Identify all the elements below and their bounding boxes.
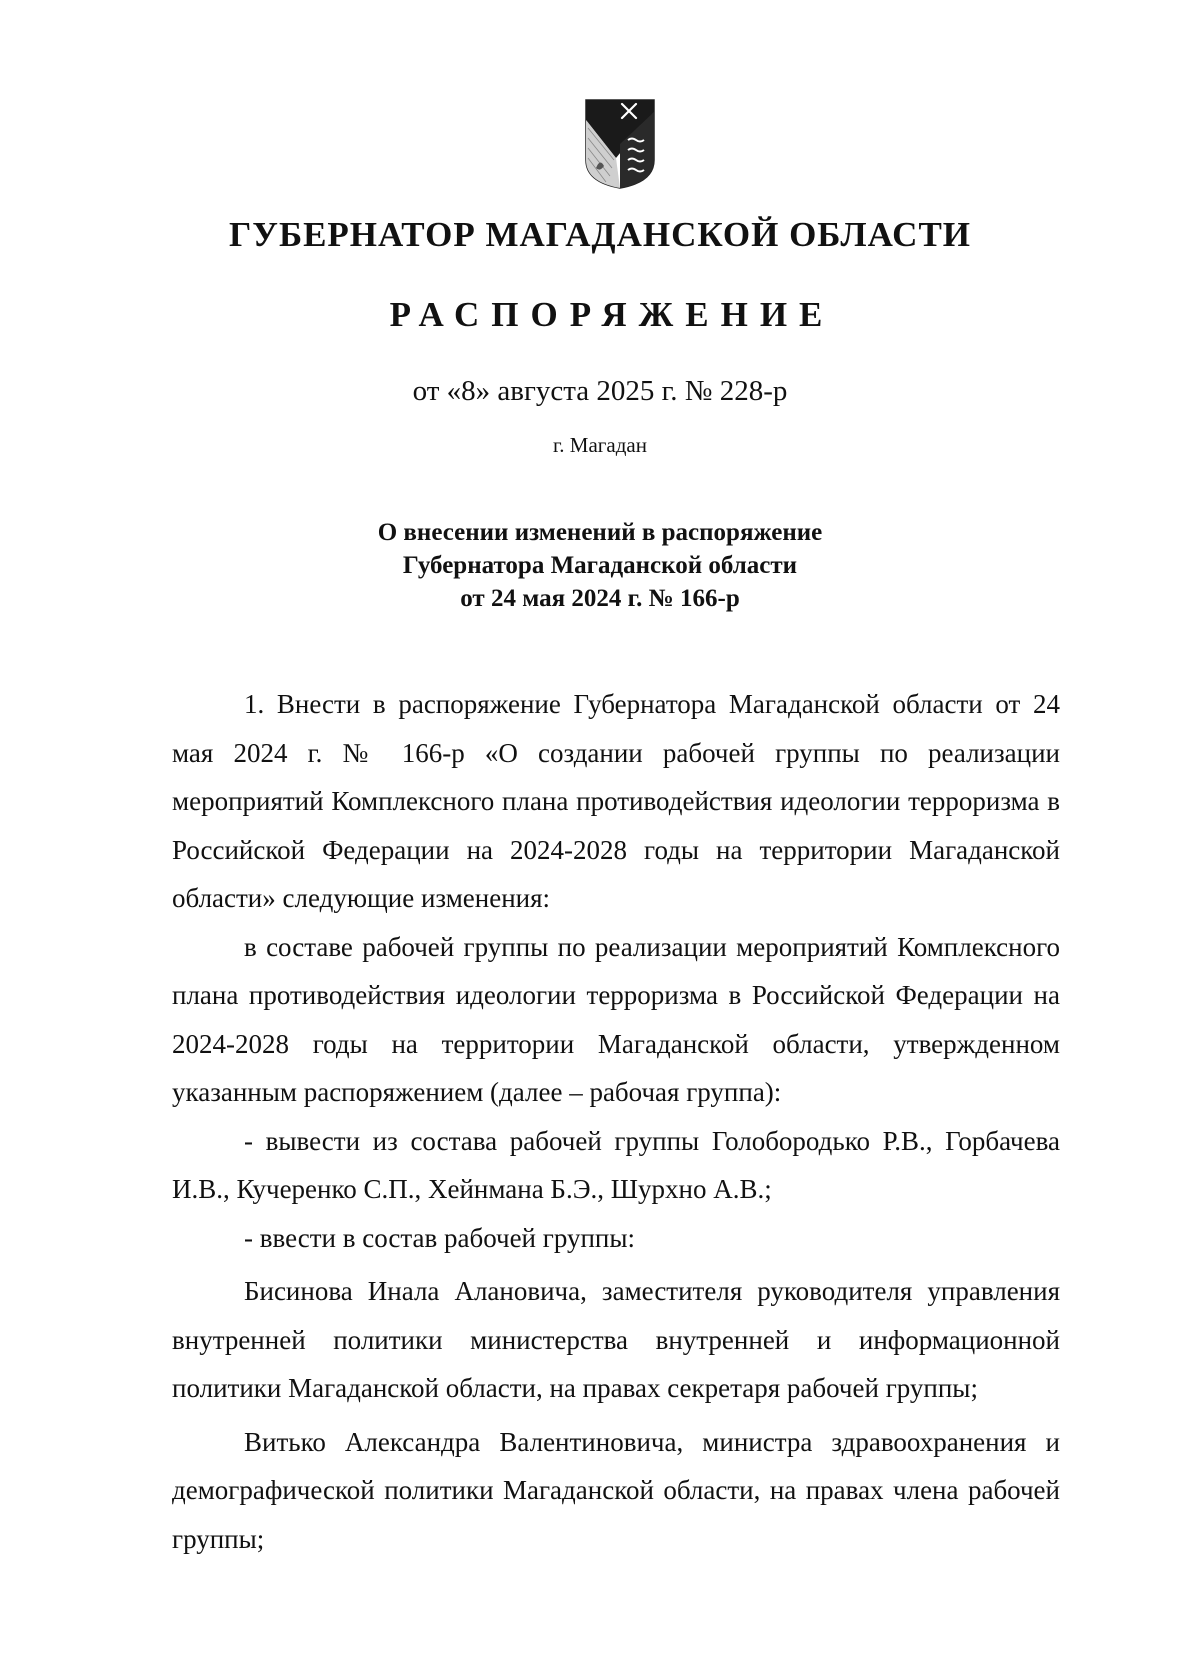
order-body [172,680,1060,1563]
order-date-number: от «8» августа 2025 г. № 228-р [412,375,788,407]
coat-of-arms-icon [584,98,656,190]
subject-line: О внесении изменений в распоряжение [377,519,823,546]
subject-line: от 24 мая 2024 г. № 166-р [460,585,740,612]
authority-title: ГУБЕРНАТОР МАГАДАНСКОЙ ОБЛАСТИ [228,215,972,254]
body-paragraph: - вывести из состава рабочей группы Голобородько Р.В., Горбачева И.В., Кучеренко С.П., Хейнмана Б.Э., Шурхно А.В.; [172,1125,1060,1204]
body-paragraph: 1. Внести в распоряжение Губернатора Магаданской области от 24 мая 2024 г. № 166-р «О создании рабочей группы по реализации мероприятий Комплексного плана противодействия идеологии терроризма в Российской Федерации на 2024-2028 годы на территории Магаданской области» следующие изменения: [172,689,1060,913]
body-paragraph: Витько Александра Валентиновича, министра здравоохранения и демографической политики Магаданской области, на правах члена рабочей группы; [172,1426,1060,1554]
body-paragraph: Бисинова Инала Алановича, заместителя руководителя управления внутренней политики министерства внутренней и информационной политики Магаданской области, на правах секретаря рабочей группы; [172,1276,1060,1403]
body-paragraph: - ввести в состав рабочей группы: [244,1222,636,1253]
subject-line: Губернатора Магаданской области [402,552,798,579]
body-paragraph: в составе рабочей группы по реализации мероприятий Комплексного плана противодействия идеологии терроризма в Российской Федерации на 2024-2028 годы на территории Магаданской области, утвержденном указанным распоряжением (далее – рабочая группа): [172,931,1060,1107]
issue-city: г. Магадан [553,433,647,457]
document-type-title: РАСПОРЯЖЕНИЕ [389,295,835,334]
order-subject [0,516,1200,615]
